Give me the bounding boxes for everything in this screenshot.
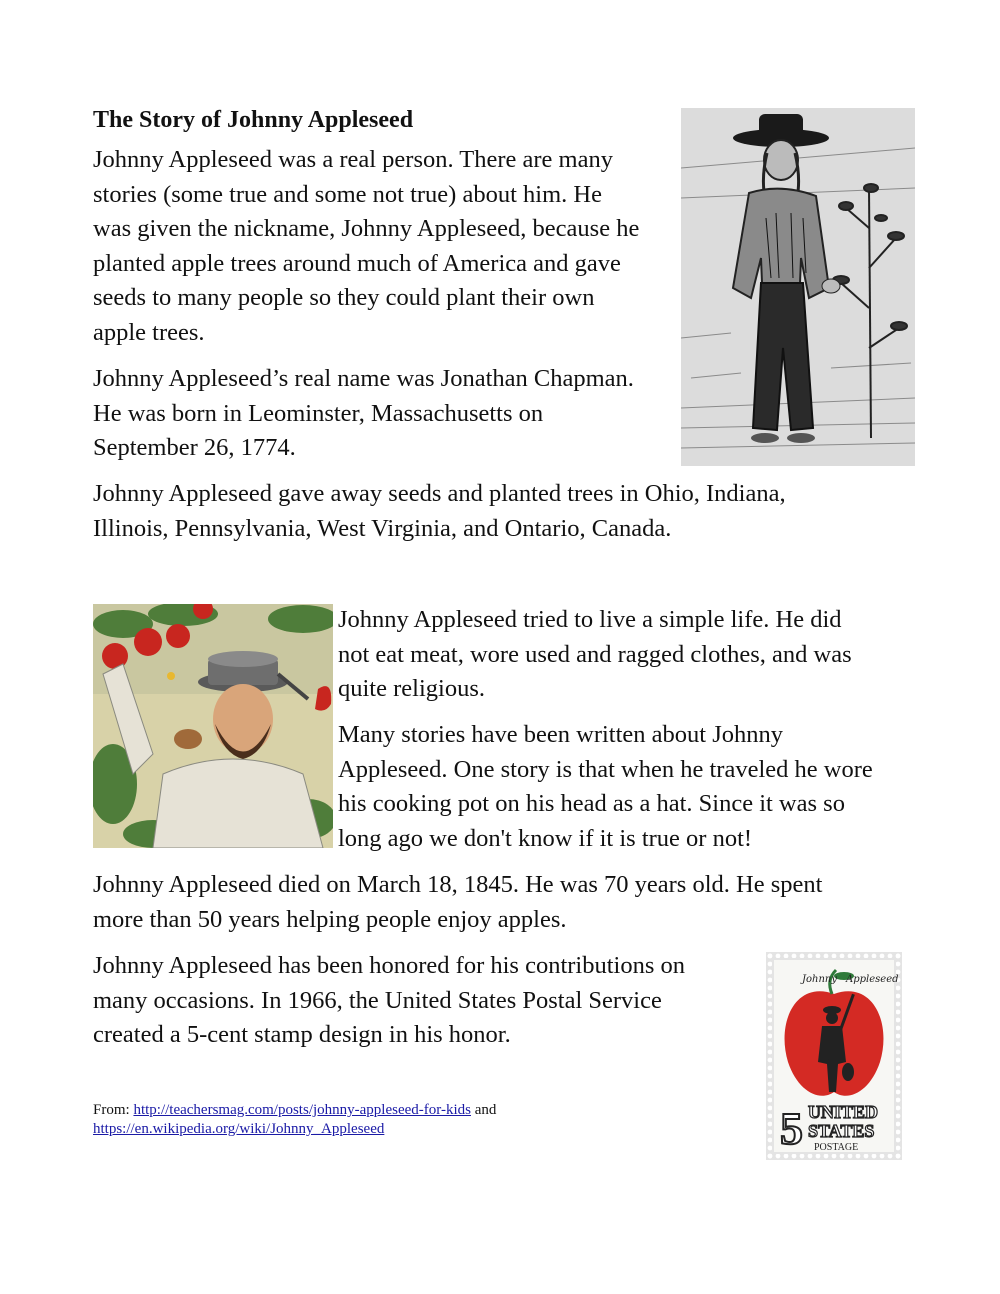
paragraph-real-name <box>93 362 683 466</box>
paragraph-simple-life <box>338 603 938 707</box>
stamp-line-postage: POSTAGE <box>814 1142 859 1153</box>
source-link-teachersmag[interactable]: http://teachersmag.com/posts/johnny-appleseed-for-kids <box>133 1102 471 1118</box>
page-title: The Story of Johnny Appleseed <box>93 107 414 133</box>
text-line: Johnny Appleseed was a real person. There are many <box>93 146 613 173</box>
text-line: Johnny Appleseed has been honored for his contributions on <box>93 952 685 979</box>
text-line: He was born in Leominster, Massachusetts on <box>93 399 544 427</box>
stamp-line-united: UNITED <box>808 1102 879 1122</box>
text-line: many occasions. In 1966, the United States Postal Service <box>93 986 662 1014</box>
stamp-script-left: Johnny <box>802 974 837 985</box>
text-line: Johnny Appleseed gave away seeds and planted trees in Ohio, Indiana, <box>93 480 786 507</box>
text-line: Illinois, Pennsylvania, West Virginia, and Ontario, Canada. <box>93 514 672 542</box>
text-line: more than 50 years helping people enjoy apples. <box>93 905 567 933</box>
stamp-denomination: 5 <box>780 1103 803 1154</box>
stamp-line-states: STATES <box>808 1121 875 1141</box>
paragraph-intro <box>93 143 683 350</box>
stamp-script-right: Appleseed <box>846 974 899 985</box>
source-citation <box>93 1101 496 1139</box>
text-line: Johnny Appleseed’s real name was Jonathan Chapman. <box>93 365 634 392</box>
text-line: his cooking pot on his head as a hat. Since it was so <box>338 790 845 817</box>
text-line: Johnny Appleseed died on March 18, 1845. He was 70 years old. He spent <box>93 871 823 898</box>
text-line: quite religious. <box>338 675 485 702</box>
text-line: apple trees. <box>93 318 205 346</box>
text-line: Many stories have been written about Johnny <box>338 721 783 748</box>
text-line: created a 5-cent stamp design in his honor. <box>93 1021 511 1048</box>
text-line: long ago we don't know if it is true or not! <box>338 824 753 852</box>
illustration-johnny-painting <box>93 604 333 848</box>
stamp-johnny-appleseed <box>766 952 902 1160</box>
text-line: not eat meat, wore used and ragged clothes, and was <box>338 640 852 668</box>
text-line: planted apple trees around much of America and gave <box>93 249 621 277</box>
text-line: seeds to many people so they could plant their own <box>93 284 595 311</box>
paragraph-stories <box>338 718 938 856</box>
paragraph-honors <box>93 949 743 1053</box>
source-link-wikipedia[interactable]: https://en.wikipedia.org/wiki/Johnny_Appleseed <box>93 1121 385 1137</box>
source-prefix: From: <box>93 1102 134 1118</box>
text-line: Appleseed. One story is that when he traveled he wore <box>338 755 873 783</box>
text-line: stories (some true and some not true) about him. He <box>93 180 602 208</box>
text-line: September 26, 1774. <box>93 434 296 461</box>
text-line: Johnny Appleseed tried to live a simple life. He did <box>338 606 842 633</box>
paragraph-death <box>93 868 923 937</box>
source-middle: and <box>470 1102 497 1118</box>
illustration-johnny-sketch <box>681 108 915 466</box>
paragraph-locations <box>93 477 923 546</box>
text-line: was given the nickname, Johnny Appleseed, because he <box>93 215 640 242</box>
